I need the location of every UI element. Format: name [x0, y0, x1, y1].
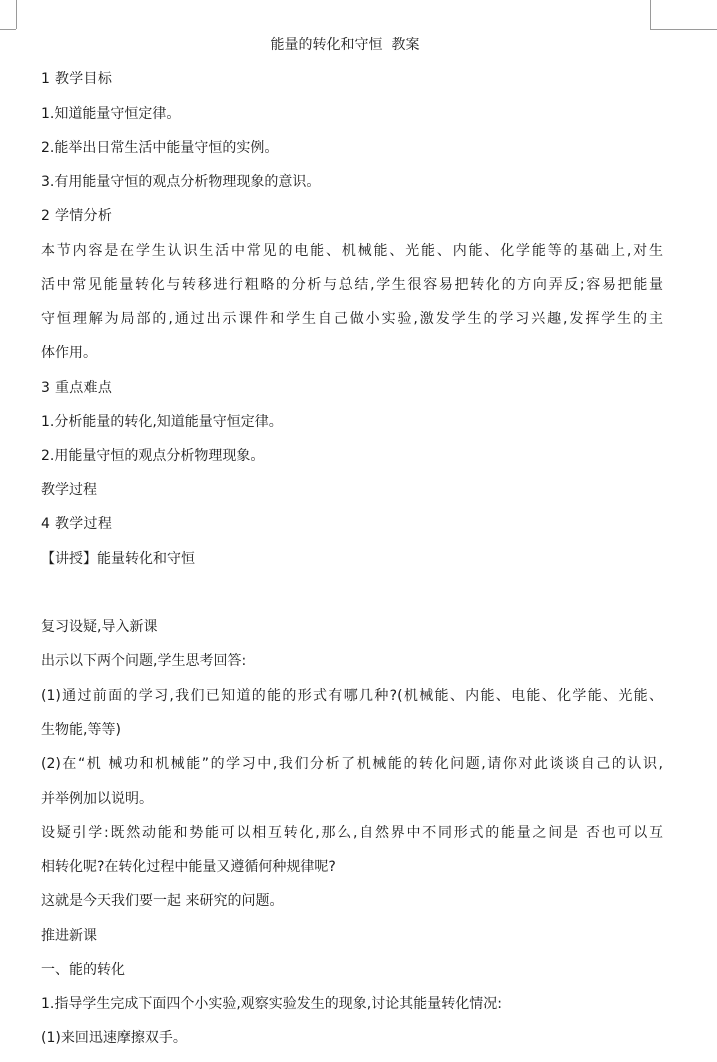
section-heading-objectives: 1 教学目标	[41, 71, 113, 87]
question-1-line: (1)通过前面的学习,我们已知道的能的形式有哪几种?(机械能、内能、电能、化学能、光能、	[41, 688, 663, 704]
guide-instruction: 1.指导学生完成下面四个小实验,观察实验发生的现象,讨论其能量转化情况:	[41, 996, 502, 1012]
objective-item-1: 1.知道能量守恒定律。	[41, 106, 181, 122]
experiment-item-1: (1)来回迅速摩擦双手。	[41, 1030, 187, 1046]
analysis-paragraph-line: 活中常见能量转化与转移进行粗略的分析与总结,学生很容易把转化的方向弄反;容易把能量	[41, 277, 663, 293]
process-label: 教学过程	[41, 482, 97, 498]
document-title: 能量的转化和守恒 教案	[270, 37, 420, 53]
section-heading-analysis: 2 学情分析	[41, 208, 113, 224]
section-heading-key-points: 3 重点难点	[41, 380, 113, 396]
key-point-item-1: 1.分析能量的转化,知道能量守恒定律。	[41, 414, 283, 430]
question-2-line: 并举例加以说明。	[41, 791, 153, 807]
question-prompt: 出示以下两个问题,学生思考回答:	[41, 653, 247, 669]
review-heading: 复习设疑,导入新课	[41, 619, 158, 635]
question-2-line: (2)在“机 械功和机械能”的学习中,我们分析了机械能的转化问题,请你对此谈谈自己的认识,	[41, 756, 663, 772]
key-point-item-2: 2.用能量守恒的观点分析物理现象。	[41, 448, 265, 464]
today-topic-line: 这就是今天我们要一起 来研究的问题。	[41, 893, 284, 909]
analysis-paragraph-line: 体作用。	[41, 345, 97, 361]
analysis-paragraph-line: 本节内容是在学生认识生活中常见的电能、机械能、光能、内能、化学能等的基础上,对生	[41, 243, 663, 259]
objective-item-2: 2.能举出日常生活中能量守恒的实例。	[41, 140, 279, 156]
advance-heading: 推进新课	[41, 928, 97, 944]
analysis-paragraph-line: 守恒理解为局部的,通过出示课件和学生自己做小实验,激发学生的学习兴趣,发挥学生的主	[41, 311, 663, 327]
question-1-line: 生物能,等等)	[41, 722, 121, 738]
section-heading-process: 4 教学过程	[41, 516, 113, 532]
lecture-label: 【讲授】能量转化和守恒	[41, 551, 195, 567]
part-1-heading: 一、能的转化	[41, 962, 125, 978]
intro-paragraph-line: 设疑引学:既然动能和势能可以相互转化,那么,自然界中不同形式的能量之间是 否也可以互	[41, 825, 663, 841]
objective-item-3: 3.有用能量守恒的观点分析物理现象的意识。	[41, 174, 321, 190]
intro-paragraph-line: 相转化呢?在转化过程中能量又遵循何种规律呢?	[41, 859, 336, 875]
